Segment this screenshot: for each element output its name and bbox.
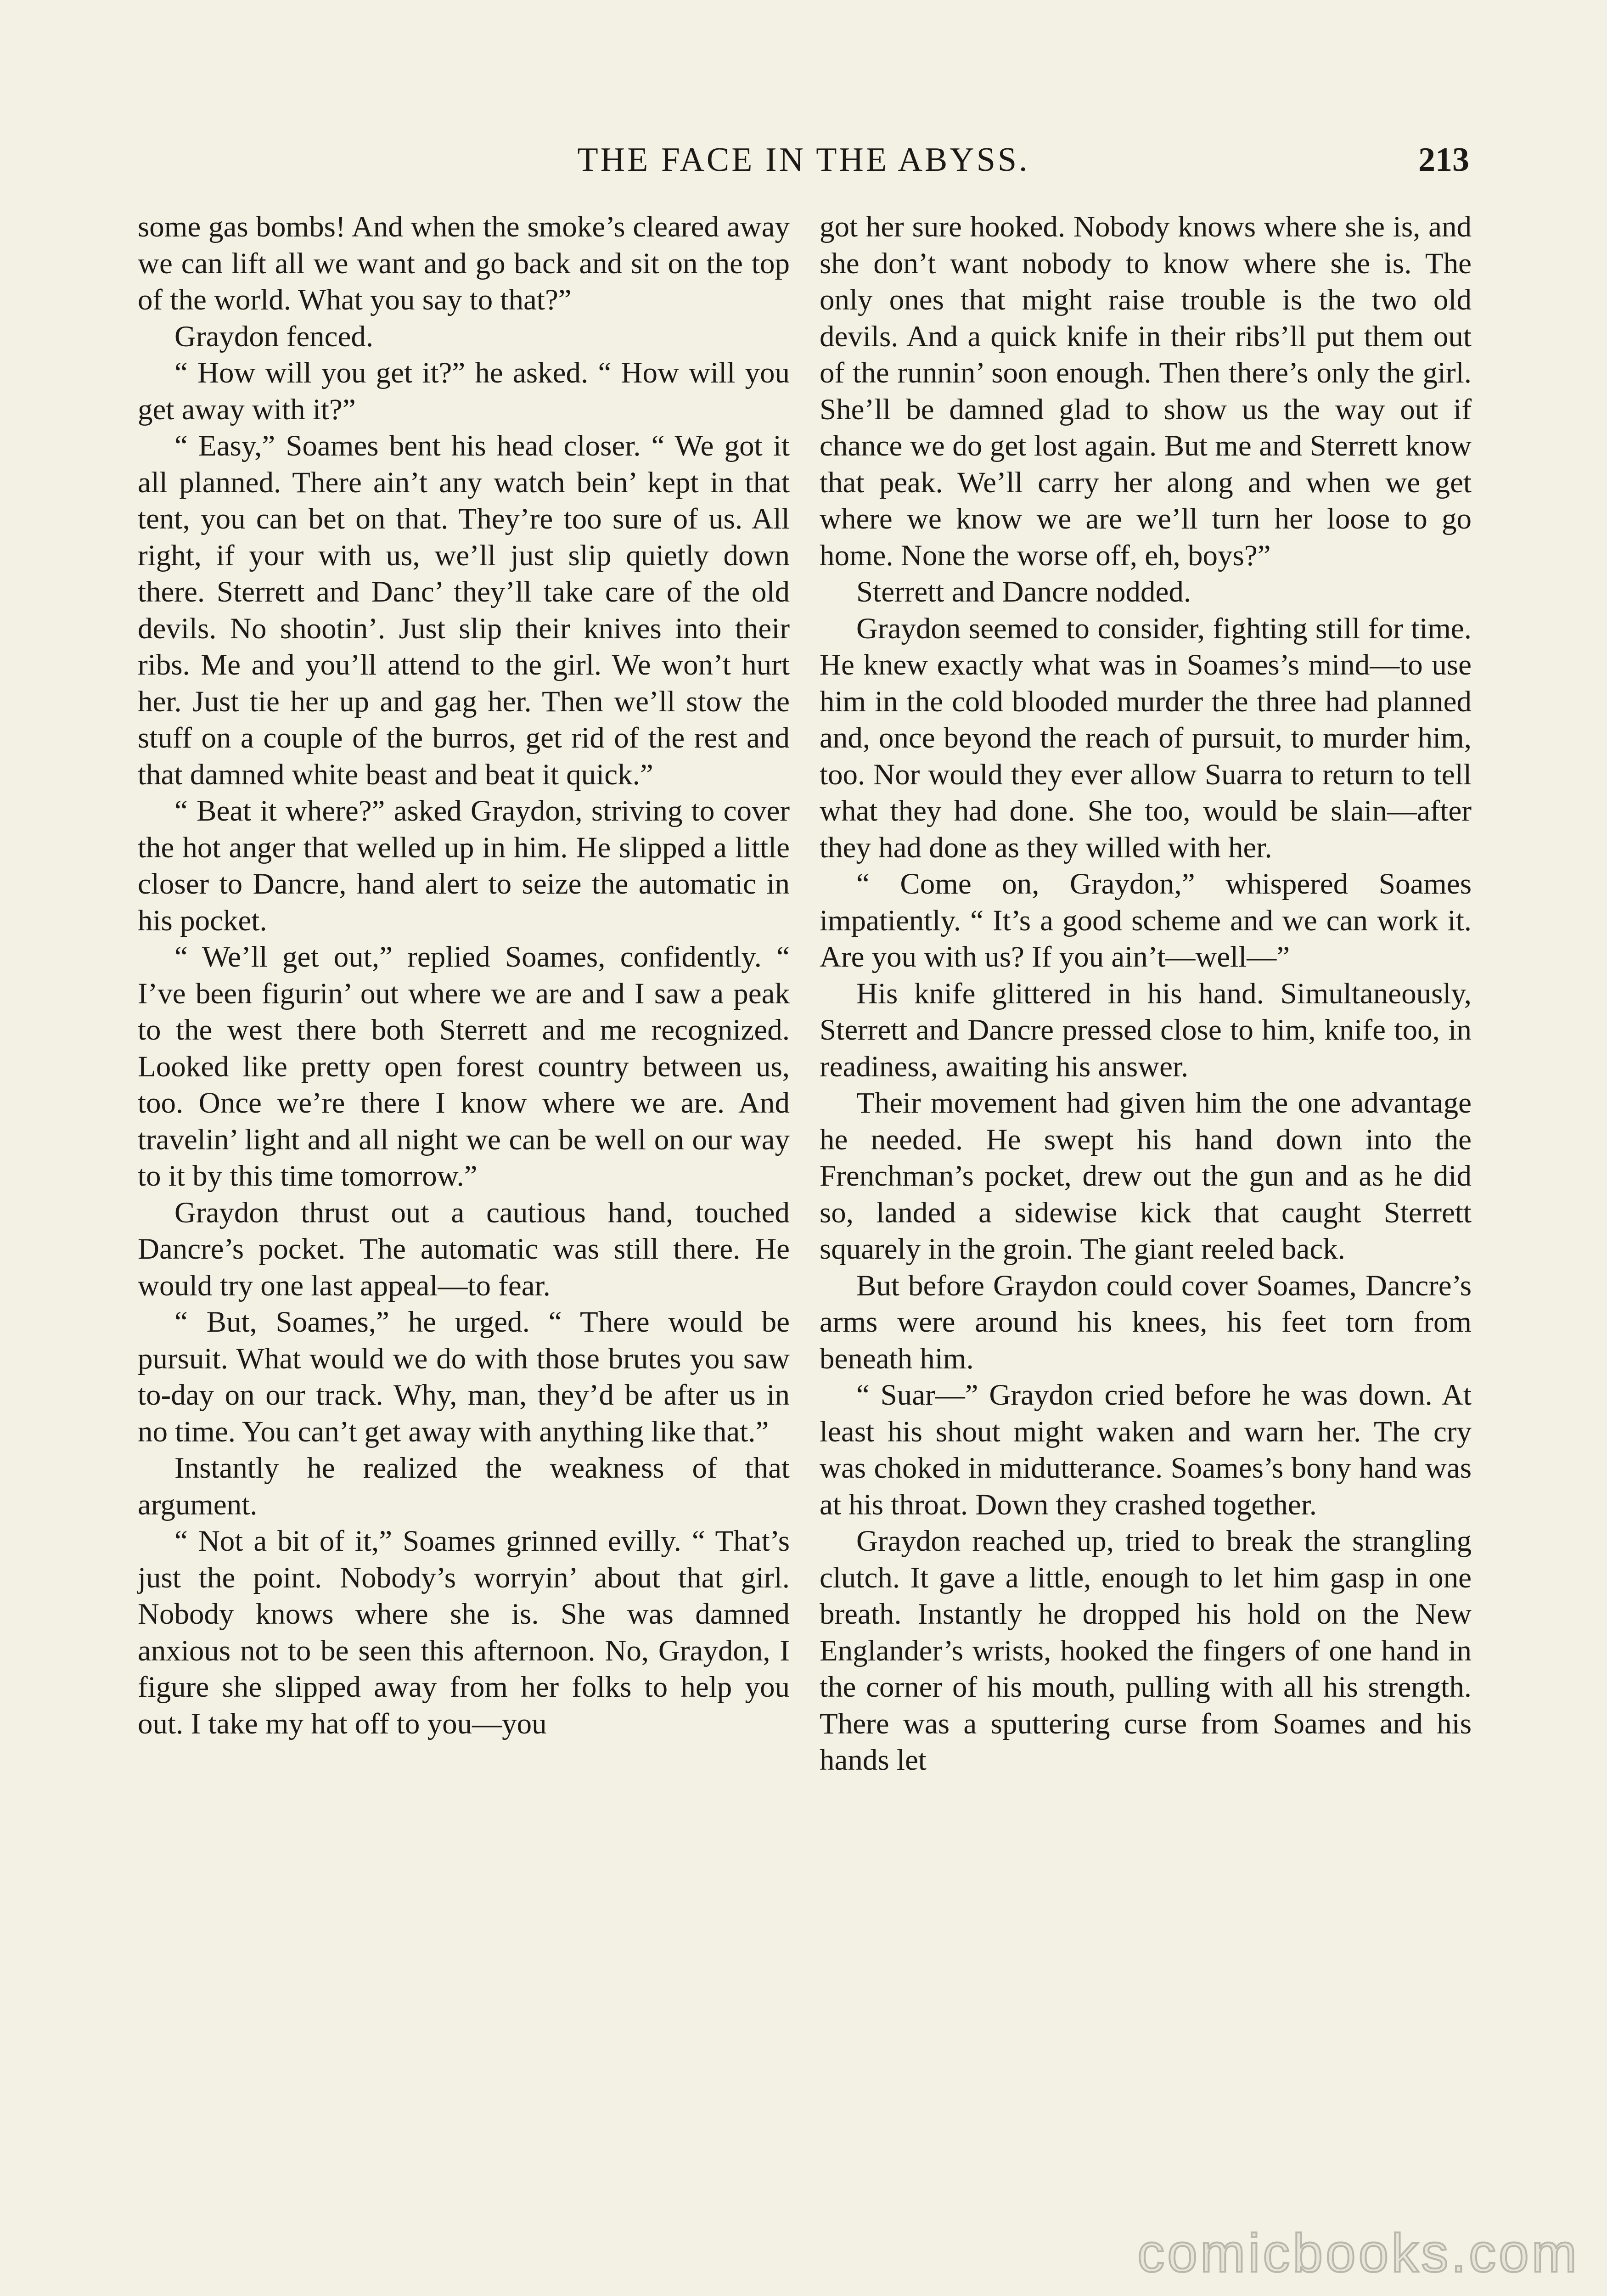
paragraph: Their movement had given him the one advantage he needed. He swept his hand down into the Frenchman’s pocket, drew out the gun and as he did so, landed a sidewise kick that caught Sterrett squarely in the groin. The giant reeled back. xyxy=(820,1086,1472,1266)
paragraph: some gas bombs! And when the smoke’s cleared away we can lift all we want and go back and sit on the top of the world. What you say to that?” xyxy=(138,210,790,316)
paragraph: “ But, Soames,” he urged. “ There would be pursuit. What would we do with those brutes you saw to-day on our track. Why, man, they’d be after us in no time. You can’t get away with anything like that.” xyxy=(138,1306,790,1448)
watermark-logo: comicbooks.com xyxy=(1137,2223,1579,2284)
paragraph: “ We’ll get out,” replied Soames, confidently. “ I’ve been figurin’ out where we are and I saw a peak to the west there both Sterrett and me recognized. Looked like pretty open forest country between us, too. Once we’re there I know where we are. And travelin’ light and all night we can be well on our way to it by this time tomorrow.” xyxy=(138,940,790,1193)
paragraph: Graydon reached up, tried to break the strangling clutch. It gave a little, enough to let him gasp in one breath. Instantly he dropped his hold on the New Englander’s wrists, hooked the fingers of one hand in the corner of his mouth, pulling with all his strength. There was a sputtering curse from Soames and his hands let xyxy=(820,1525,1472,1777)
text-column-right xyxy=(820,209,1472,1779)
text-column-left xyxy=(138,209,790,1742)
paragraph: “ Easy,” Soames bent his head closer. “ We got it all planned. There ain’t any watch bein’ kept in that tent, you can bet on that. They’re too sure of us. All right, if your with us, we’ll just slip quietly down there. Sterrett and Danc’ they’ll take care of the old devils. No shootin’. Just slip their knives into their ribs. Me and you’ll attend to the girl. We won’t hurt her. Just tie her up and gag her. Then we’ll stow the stuff on a couple of the burros, get rid of the rest and that damned white beast and beat it quick.” xyxy=(138,429,790,791)
paragraph: “ How will you get it?” he asked. “ How will you get away with it?” xyxy=(138,356,790,426)
page-number: 213 xyxy=(1418,141,1469,179)
paragraph: “ Not a bit of it,” Soames grinned evilly. “ That’s just the point. Nobody’s worryin’ about that girl. Nobody knows where she is. She was damned anxious not to be seen this afternoon. No, Graydon, I figure she slipped away from her folks to help you out. I take my hat off to you—you xyxy=(138,1525,790,1740)
running-title: THE FACE IN THE ABYSS. xyxy=(577,141,1030,179)
paragraph: “ Come on, Graydon,” whispered Soames impatiently. “ It’s a good scheme and we can work it. Are you with us? If you ain’t—well—” xyxy=(820,867,1472,974)
paragraph: Instantly he realized the weakness of that argument. xyxy=(138,1452,790,1521)
paragraph: Graydon seemed to consider, fighting still for time. He knew exactly what was in Soames’s mind—to use him in the cold blooded murder the three had planned and, once beyond the reach of pursuit, to murder him, too. Nor would they ever allow Suarra to return to tell what they had done. She too, would be slain—after they had done as they willed with her. xyxy=(820,612,1472,864)
paragraph: His knife glittered in his hand. Simultaneously, Sterrett and Dancre pressed close to him, knife too, in readiness, awaiting his answer. xyxy=(820,977,1472,1083)
page-header xyxy=(138,141,1469,191)
paragraph: Sterrett and Dancre nodded. xyxy=(856,575,1191,608)
paragraph: got her sure hooked. Nobody knows where she is, and she don’t want nobody to know where she is. The only ones that might raise trouble is the two old devils. And a quick knife in their ribs’ll put them out of the runnin’ soon enough. Then there’s only the girl. She’ll be damned glad to show us the way out if chance we do get lost again. But me and Sterrett know that peak. We’ll carry her along and when we get where we know we are we’ll turn her loose to go home. None the worse off, eh, boys?” xyxy=(820,210,1472,572)
paragraph: Graydon fenced. xyxy=(174,320,374,353)
paragraph: “ Beat it where?” asked Graydon, striving to cover the hot anger that welled up in him. He slipped a little closer to Dancre, hand alert to seize the automatic in his pocket. xyxy=(138,794,790,937)
paragraph: But before Graydon could cover Soames, Dancre’s arms were around his knees, his feet torn from beneath him. xyxy=(820,1269,1472,1375)
paragraph: Graydon thrust out a cautious hand, touched Dancre’s pocket. The automatic was still there. He would try one last appeal—to fear. xyxy=(138,1196,790,1302)
paragraph: “ Suar—” Graydon cried before he was down. At least his shout might waken and warn her. The cry was choked in midutterance. Soames’s bony hand was at his throat. Down they crashed together. xyxy=(820,1379,1472,1521)
